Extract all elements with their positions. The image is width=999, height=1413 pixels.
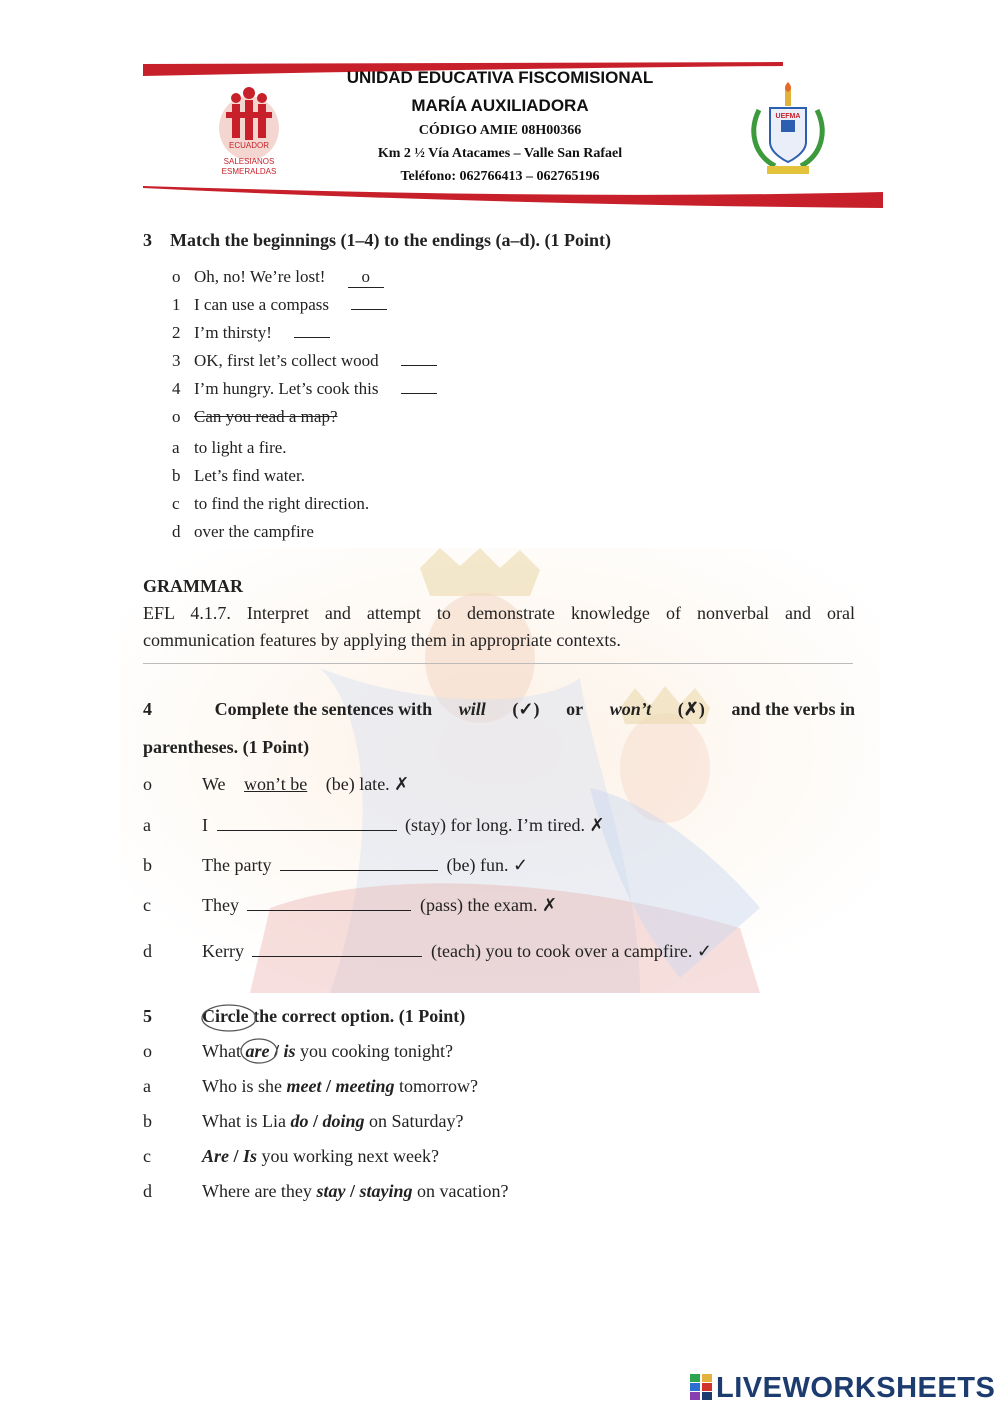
q5-option-1[interactable]: stay [316,1181,346,1201]
q4-check-symbol: (✓) [512,699,540,719]
q5-slash: / [233,1146,239,1166]
liveworksheets-icon [690,1374,714,1400]
q4-pre-text: They [202,895,239,915]
q4-title-line2: parentheses. (1 Point) [143,737,310,757]
q5-slash: / [312,1111,318,1131]
q3-example-ending [172,407,338,427]
q3-answer-example: o [348,267,384,288]
school-address: Km 2 ½ Vía Atacames – Valle San Rafael [377,146,623,161]
q4-cross-symbol: (✗) [677,699,705,719]
logo-text-esmeraldas: ESMERALDAS [221,167,277,176]
q3-answer-3-input[interactable] [401,351,437,366]
q4-example [143,774,843,798]
q3-answer-4-input[interactable] [401,379,437,394]
q4-label: d [143,941,152,961]
q4-label: b [143,855,152,875]
q3-beginning-text: I’m thirsty! [194,323,272,342]
q4-number: 4 [143,699,152,719]
q3-answer-1-input[interactable] [351,295,387,310]
q3-title [143,230,611,251]
q4-answer-b-input[interactable] [280,856,438,871]
q3-beginning-label: 2 [172,323,181,342]
q4-item-b [143,855,843,879]
q3-beginning-4 [172,379,437,399]
q5-post-text: tomorrow? [399,1076,478,1096]
q4-item-a [143,815,843,839]
q5-option-2[interactable]: meeting [335,1076,395,1096]
q4-pre-text: The party [202,855,272,875]
q4-pre-text: I [202,815,208,835]
q3-ending-label: o [172,407,181,426]
q4-example-answer: won’t be [244,774,308,794]
q5-item-a [143,1076,843,1100]
q3-ending-text: to find the right direction. [194,494,370,513]
q3-beginning-2 [172,323,330,343]
q5-option-2[interactable]: Is [243,1146,258,1166]
q3-ending-label: d [172,522,181,541]
q4-wont: won’t [609,699,652,719]
q5-title-text: Circle the correct option. (1 Point) [202,1006,466,1026]
efl-objective-line1: EFL 4.1.7. Interpret and attempt to demonstrate knowledge of nonverbal and oral [143,603,855,623]
q3-ending-b [172,466,305,486]
q5-item-d [143,1181,843,1205]
q3-beginning-text: Oh, no! We’re lost! [194,267,326,286]
q4-pre-text: We [202,774,226,794]
q5-slash: / [325,1076,331,1096]
q5-option-2[interactable]: doing [322,1111,365,1131]
q3-beginning-label: 3 [172,351,181,370]
q5-number: 5 [143,1006,152,1026]
q5-slash: / [273,1041,279,1061]
q5-option-1-text: are [245,1041,270,1061]
q4-item-c [143,895,843,919]
q4-label: o [143,774,152,794]
q3-answer-2-input[interactable] [294,323,330,338]
q3-ending-c [172,494,369,514]
q4-answer-a-input[interactable] [217,816,397,831]
q3-ending-text: to light a fire. [194,438,287,457]
q3-beginning-text: I’m hungry. Let’s cook this [194,379,379,398]
q5-post-text: you working next week? [261,1146,439,1166]
q4-item-d [143,941,843,965]
q4-post-text: (pass) the exam. ✗ [419,895,558,915]
q5-pre-text: Who is she [202,1076,282,1096]
q5-item-b [143,1111,843,1135]
q3-ending-label: b [172,466,181,485]
school-phone: Teléfono: 062766413 – 062765196 [400,169,600,184]
q5-option-1[interactable] [245,1041,269,1061]
q3-ending-label: c [172,494,180,513]
q4-or: or [566,699,584,719]
logo-text-salesianos: SALESIANOS [223,157,275,166]
q5-option-1[interactable]: meet [286,1076,322,1096]
q4-post-text: (be) fun. ✓ [446,855,529,875]
q3-beginning-o [172,267,384,288]
grammar-heading: GRAMMAR [143,576,243,596]
uefma-crest-logo [745,80,831,180]
liveworksheets-brand-text: LIVEWORKSHEETS [716,1372,996,1404]
q5-title-circle-mark [200,1003,258,1033]
q3-ending-label: a [172,438,180,457]
q4-answer-d-input[interactable] [252,942,422,957]
q4-will: will [458,699,486,719]
logo-text-ecuador: ECUADOR [228,141,270,150]
q4-post-text: (be) late. ✗ [325,774,410,794]
q5-slash: / [349,1181,355,1201]
q3-ending-text: Let’s find water. [194,466,305,485]
q3-beginning-label: o [172,267,181,286]
q3-beginning-text: OK, first let’s collect wood [194,351,379,370]
q5-label: c [143,1146,151,1166]
q4-post-text: (stay) for long. I’m tired. ✗ [405,815,605,835]
q3-beginning-1 [172,295,387,315]
q5-option-1[interactable]: Are [202,1146,229,1166]
q4-answer-c-input[interactable] [247,896,411,911]
efl-objective-line2: communication features by applying them in appropriate contexts. [143,630,621,650]
q5-option-2[interactable]: is [283,1041,296,1061]
q5-post-text: on vacation? [416,1181,509,1201]
q3-title-text: Match the beginnings (1–4) to the endings (a–d). (1 Point) [170,230,612,250]
q5-pre-text: What [202,1041,241,1061]
q4-title-text-end: and the verbs in [731,699,855,719]
q5-pre-text: Where are they [202,1181,312,1201]
q5-post-text: on Saturday? [369,1111,464,1131]
q5-option-1[interactable]: do [290,1111,309,1131]
q3-ending-text: over the campfire [194,522,314,541]
school-subname: MARÍA AUXILIADORA [411,96,589,115]
q5-label: a [143,1076,151,1096]
q5-label: d [143,1181,152,1201]
q3-beginning-label: 1 [172,295,181,314]
q5-pre-text: What is Lia [202,1111,286,1131]
q5-example [143,1041,843,1065]
q4-pre-text: Kerry [202,941,244,961]
q3-ending-text: Can you read a map? [194,407,338,426]
q5-item-c [143,1146,843,1170]
q5-label: o [143,1041,152,1061]
section-divider [143,663,853,664]
salesianos-logo [212,84,286,180]
crest-text: UEFMA [775,113,801,120]
q5-post-text: you cooking tonight? [300,1041,453,1061]
q3-beginning-text: I can use a compass [194,295,330,314]
q3-beginning-3 [172,351,437,371]
amie-code: CÓDIGO AMIE 08H00366 [418,123,582,138]
q3-ending-d [172,522,314,542]
q4-post-text: (teach) you to cook over a campfire. ✓ [430,941,712,961]
q4-title-text: Complete the sentences with [214,699,433,719]
q5-label: b [143,1111,152,1131]
school-name: UNIDAD EDUCATIVA FISCOMISIONAL [346,68,654,87]
q3-ending-a [172,438,287,458]
header-bottom-band [143,186,883,208]
q5-example-circle [239,1037,279,1065]
q5-option-2[interactable]: staying [359,1181,413,1201]
q4-title-line1 [143,699,855,720]
q3-beginning-label: 4 [172,379,181,398]
q4-label: c [143,895,151,915]
liveworksheets-logo [690,1372,995,1405]
q4-label: a [143,815,151,835]
q3-number: 3 [143,230,152,250]
